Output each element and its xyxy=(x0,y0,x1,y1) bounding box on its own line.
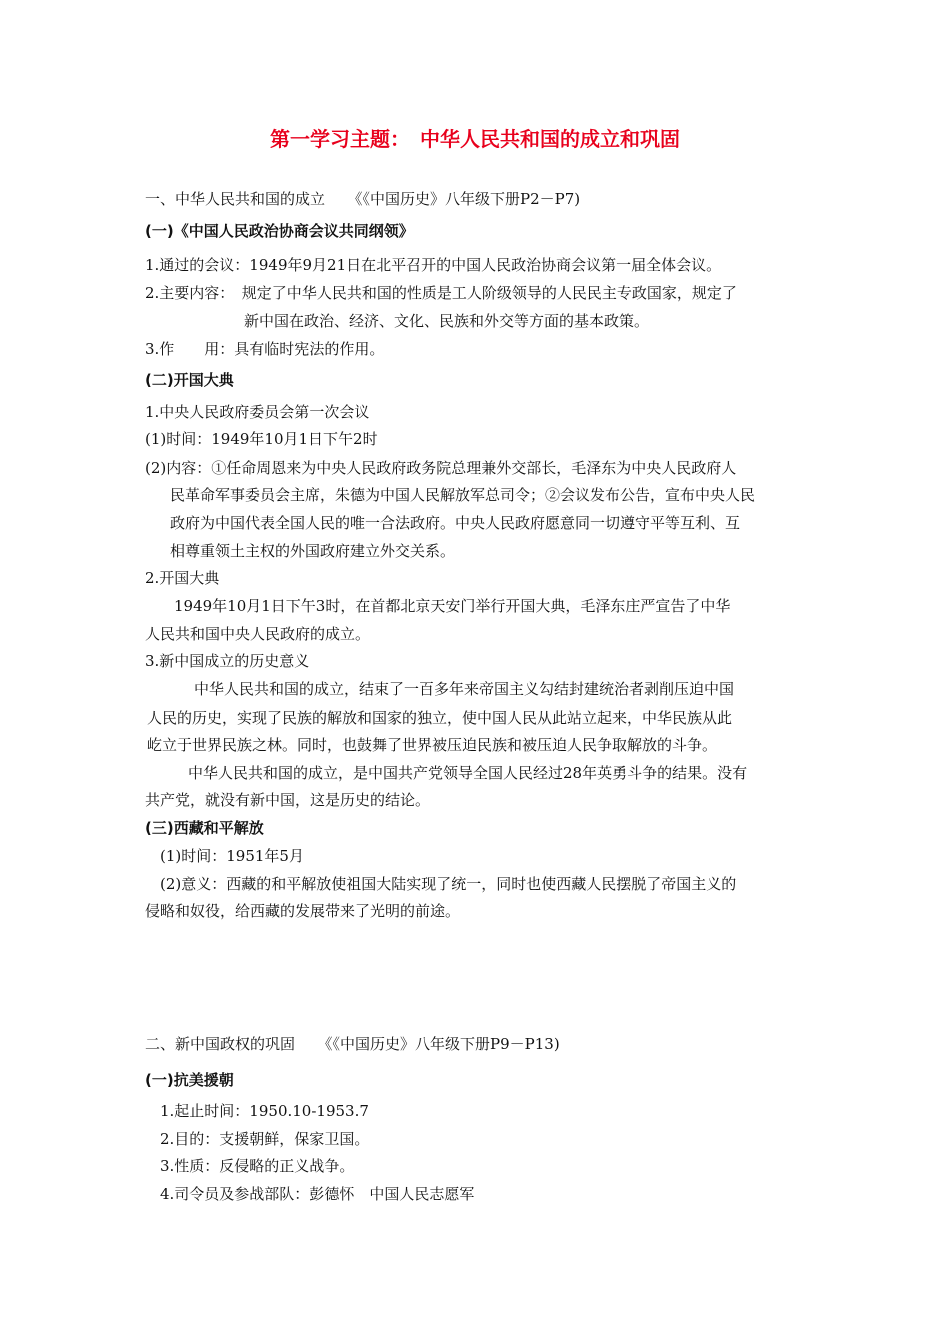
paragraph-line: 民革命军事委员会主席，朱德为中国人民解放军总司令；②会议发布公告，宣布中央人民 xyxy=(170,486,756,504)
paragraph-line: (2)内容：①任命周恩来为中央人民政府政务院总理兼外交部长，毛泽东为中央人民政府人 xyxy=(145,459,737,477)
list-item: 1.起止时间：1950.10-1953.7 xyxy=(160,1102,369,1120)
paragraph-line: 1.通过的会议：1949年9月21日在北平召开的中国人民政治协商会议第一届全体会议。 xyxy=(145,256,722,274)
paragraph-line: 2.开国大典 xyxy=(145,569,220,587)
paragraph-line: 新中国在政治、经济、文化、民族和外交等方面的基本政策。 xyxy=(244,312,650,330)
paragraph-line: 人民共和国中央人民政府的成立。 xyxy=(145,625,371,643)
paragraph-line: 1.中央人民政府委员会第一次会议 xyxy=(145,403,370,421)
paragraph-line: 3.新中国成立的历史意义 xyxy=(145,652,310,670)
paragraph-line: 2.主要内容： 规定了中华人民共和国的性质是工人阶级领导的人民民主专政国家，规定了 xyxy=(145,284,737,302)
paragraph-line: (1)时间：1949年10月1日下午2时 xyxy=(145,430,378,448)
paragraph-line: 屹立于世界民族之林。同时，也鼓舞了世界被压迫民族和被压迫人民争取解放的斗争。 xyxy=(147,736,718,754)
paragraph-line: 1949年10月1日下午3时，在首都北京天安门举行开国大典，毛泽东庄严宣告了中华 xyxy=(174,597,731,615)
paragraph-line: 共产党，就没有新中国，这是历史的结论。 xyxy=(145,791,431,809)
section-2-heading: 二、新中国政权的巩固 《《中国历史》八年级下册P9－P13) xyxy=(145,1035,560,1053)
paragraph-line: 人民的历史，实现了民族的解放和国家的独立，使中国人民从此站立起来，中华民族从此 xyxy=(147,709,733,727)
list-item: 2.目的：支援朝鲜，保家卫国。 xyxy=(160,1130,370,1148)
paragraph-line: 相尊重领土主权的外国政府建立外交关系。 xyxy=(170,542,456,560)
paragraph-line: 政府为中国代表全国人民的唯一合法政府。中央人民政府愿意同一切遵守平等互利、互 xyxy=(170,514,741,532)
list-item: 3.性质：反侵略的正义战争。 xyxy=(160,1157,355,1175)
paragraph-line: (2)意义：西藏的和平解放使祖国大陆实现了统一，同时也使西藏人民摆脱了帝国主义的 xyxy=(160,875,737,893)
paragraph-line: 侵略和奴役，给西藏的发展带来了光明的前途。 xyxy=(145,902,461,920)
subsection-heading: (二)开国大典 xyxy=(145,371,234,389)
page-title: 第一学习主题： 中华人民共和国的成立和巩固 xyxy=(270,127,680,151)
section-1-heading: 一、中华人民共和国的成立 《《中国历史》八年级下册P2－P7) xyxy=(145,190,581,208)
paragraph-line: 中华人民共和国的成立，是中国共产党领导全国人民经过28年英勇斗争的结果。没有 xyxy=(188,764,748,782)
subsection-heading: (一)《中国人民政治协商会议共同纲领》 xyxy=(145,222,414,240)
paragraph-line: 3.作 用：具有临时宪法的作用。 xyxy=(145,340,385,358)
paragraph-line: (1)时间：1951年5月 xyxy=(160,847,304,865)
list-item: 4.司令员及参战部队：彭德怀 中国人民志愿军 xyxy=(160,1185,475,1203)
paragraph-line: 中华人民共和国的成立，结束了一百多年来帝国主义勾结封建统治者剥削压迫中国 xyxy=(194,680,735,698)
subsection-heading: (一)抗美援朝 xyxy=(145,1071,234,1089)
subsection-heading: (三)西藏和平解放 xyxy=(145,819,264,837)
